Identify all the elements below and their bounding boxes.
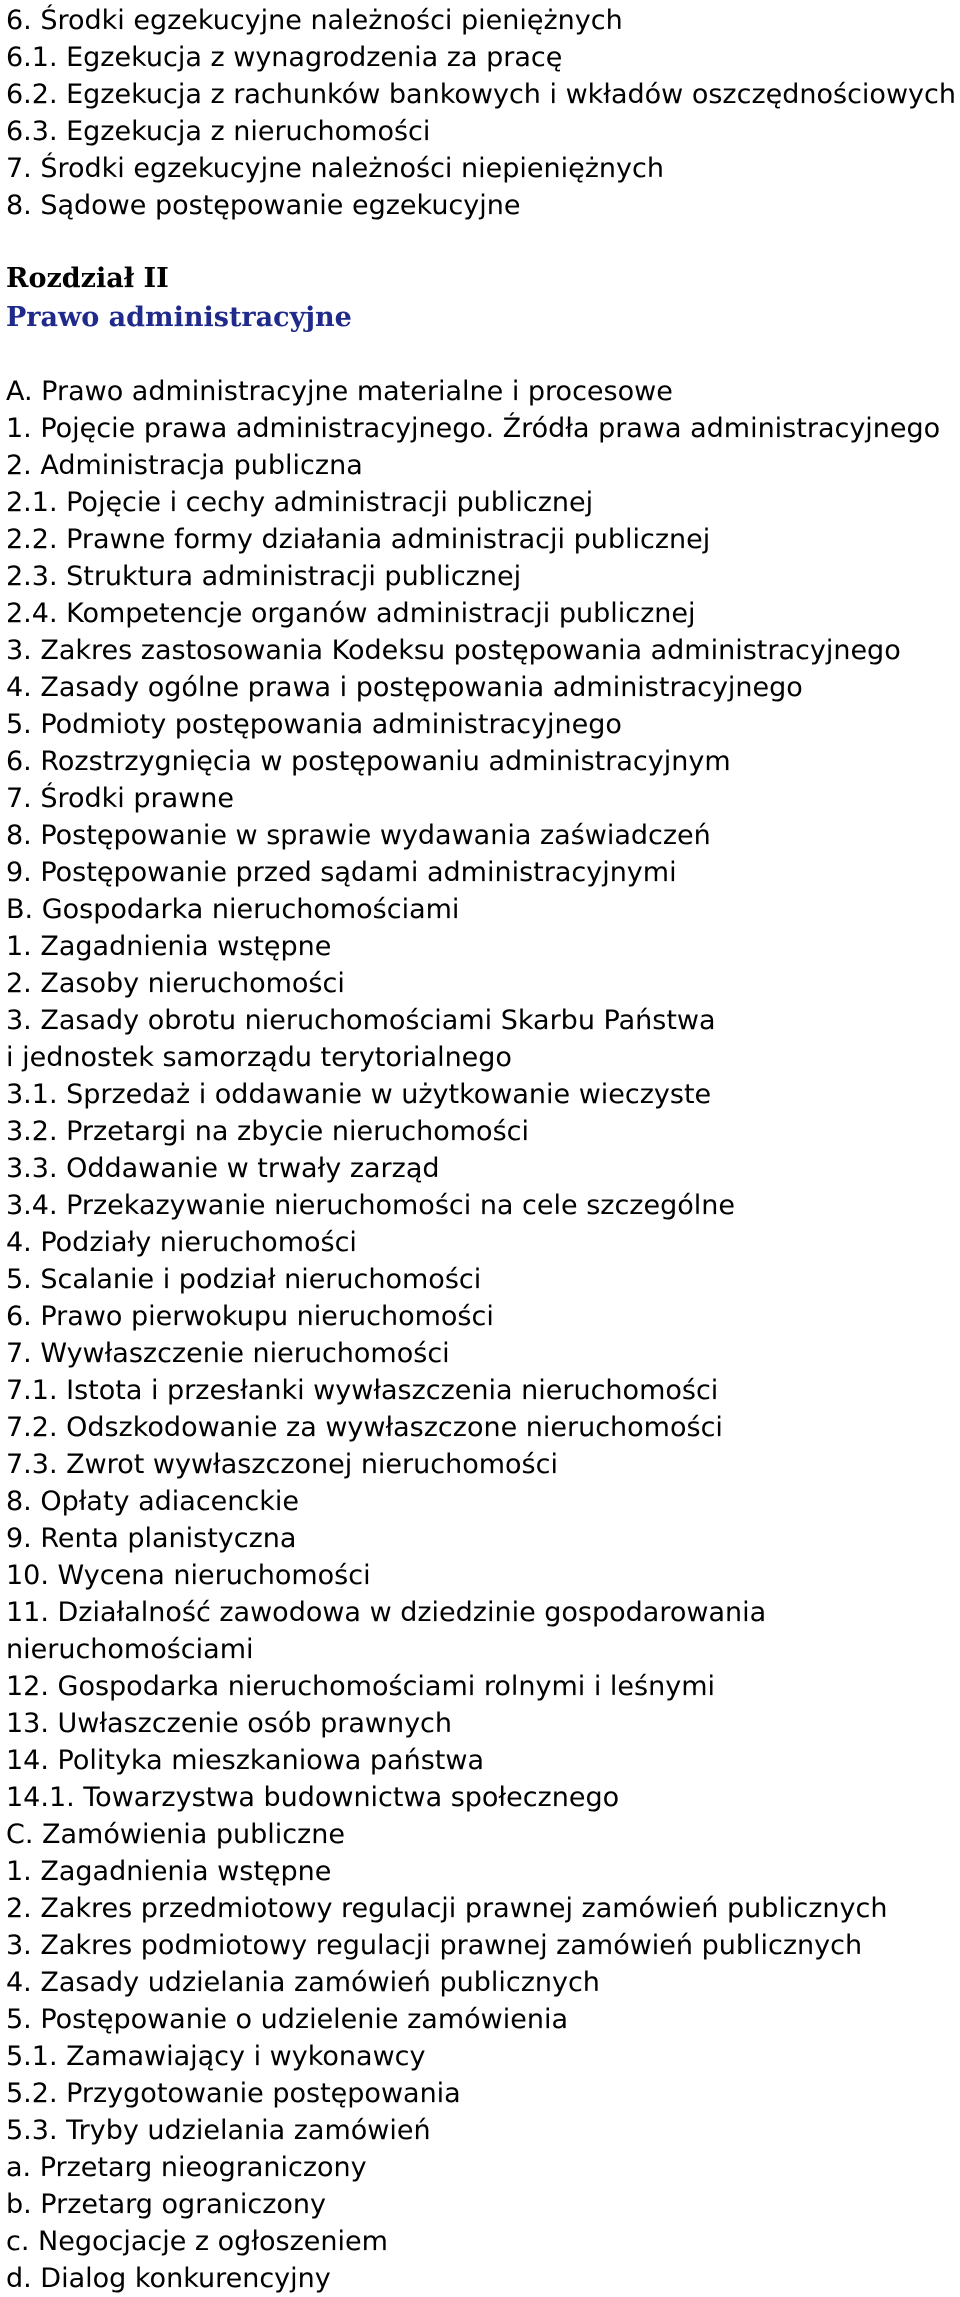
toc-entry: 7. Środki prawne [6,783,234,814]
toc-entry: 8. Opłaty adiacenckie [6,1486,299,1517]
toc-entry: 14.1. Towarzystwa budownictwa społecznego [6,1782,620,1813]
toc-entry: 9. Postępowanie przed sądami administracyjnymi [6,857,677,888]
toc-entry: 5.1. Zamawiający i wykonawcy [6,2041,426,2072]
toc-entry: 2. Administracja publiczna [6,450,363,481]
toc-entry: 4. Podziały nieruchomości [6,1227,357,1258]
toc-entry: 5.2. Przygotowanie postępowania [6,2078,461,2109]
toc-entry: 6. Rozstrzygnięcia w postępowaniu administracyjnym [6,746,731,777]
toc-entry: 3. Zakres podmiotowy regulacji prawnej zamówień publicznych [6,1930,863,1961]
toc-entry: 1. Zagadnienia wstępne [6,1856,332,1887]
toc-entry: nieruchomościami [6,1634,254,1665]
toc-entry: 1. Zagadnienia wstępne [6,931,332,962]
toc-entry: 11. Działalność zawodowa w dziedzinie gospodarowania [6,1597,767,1628]
toc-entry: 5. Podmioty postępowania administracyjnego [6,709,622,740]
toc-entry: 1. Pojęcie prawa administracyjnego. Źródła prawa administracyjnego [6,413,941,444]
toc-entry: 2. Zasoby nieruchomości [6,968,345,999]
toc-entry: 4. Zasady ogólne prawa i postępowania administracyjnego [6,672,803,703]
toc-entry: 3. Zakres zastosowania Kodeksu postępowania administracyjnego [6,635,901,666]
toc-entry: 3. Zasady obrotu nieruchomościami Skarbu Państwa [6,1005,716,1036]
toc-entry: 6. Prawo pierwokupu nieruchomości [6,1301,494,1332]
toc-entry: 7. Wywłaszczenie nieruchomości [6,1338,450,1369]
toc-entry: 12. Gospodarka nieruchomościami rolnymi i leśnymi [6,1671,716,1702]
toc-entry: i jednostek samorządu terytorialnego [6,1042,512,1073]
toc-entry: 5. Scalanie i podział nieruchomości [6,1264,482,1295]
toc-list-main [6,373,956,2297]
toc-entry: 6. Środki egzekucyjne należności pieniężnych [6,5,623,36]
toc-entry: 5.3. Tryby udzielania zamówień [6,2115,431,2146]
chapter-title: Prawo administracyjne [6,302,352,333]
toc-entry: 13. Uwłaszczenie osób prawnych [6,1708,453,1739]
toc-entry: 3.3. Oddawanie w trwały zarząd [6,1153,440,1184]
toc-entry: 14. Polityka mieszkaniowa państwa [6,1745,484,1776]
toc-entry: 7.1. Istota i przesłanki wywłaszczenia nieruchomości [6,1375,719,1406]
toc-entry: A. Prawo administracyjne materialne i procesowe [6,376,673,407]
toc-entry: 3.2. Przetargi na zbycie nieruchomości [6,1116,529,1147]
toc-entry: c. Negocjacje z ogłoszeniem [6,2226,388,2257]
toc-entry: b. Przetarg ograniczony [6,2189,327,2220]
toc-entry: 3.4. Przekazywanie nieruchomości na cele szczególne [6,1190,735,1221]
toc-entry: d. Dialog konkurencyjny [6,2263,331,2294]
toc-entry: 9. Renta planistyczna [6,1523,297,1554]
toc-entry: 10. Wycena nieruchomości [6,1560,371,1591]
toc-entry: 2.4. Kompetencje organów administracji publicznej [6,598,696,629]
toc-entry: B. Gospodarka nieruchomościami [6,894,460,925]
toc-entry: 2.3. Struktura administracji publicznej [6,561,522,592]
toc-entry: C. Zamówienia publiczne [6,1819,345,1850]
toc-entry: a. Przetarg nieograniczony [6,2152,367,2183]
toc-entry: 2. Zakres przedmiotowy regulacji prawnej zamówień publicznych [6,1893,888,1924]
chapter-number: Rozdział II [6,263,169,294]
toc-entry: 7.2. Odszkodowanie za wywłaszczone nieruchomości [6,1412,723,1443]
toc-entry: 8. Postępowanie w sprawie wydawania zaświadczeń [6,820,711,851]
toc-entry: 2.1. Pojęcie i cechy administracji publicznej [6,487,594,518]
toc-entry: 7.3. Zwrot wywłaszczonej nieruchomości [6,1449,558,1480]
toc-entry: 6.3. Egzekucja z nieruchomości [6,116,431,147]
toc-entry: 4. Zasady udzielania zamówień publicznych [6,1967,600,1998]
toc-entry: 6.1. Egzekucja z wynagrodzenia za pracę [6,42,563,73]
toc-list-top [6,2,956,224]
toc-entry: 2.2. Prawne formy działania administracji publicznej [6,524,711,555]
toc-entry: 7. Środki egzekucyjne należności niepieniężnych [6,153,664,184]
toc-entry: 3.1. Sprzedaż i oddawanie w użytkowanie wieczyste [6,1079,712,1110]
toc-entry: 6.2. Egzekucja z rachunków bankowych i wkładów oszczędnościowych [6,79,956,110]
toc-entry: 5. Postępowanie o udzielenie zamówienia [6,2004,568,2035]
toc-entry: 8. Sądowe postępowanie egzekucyjne [6,190,521,221]
